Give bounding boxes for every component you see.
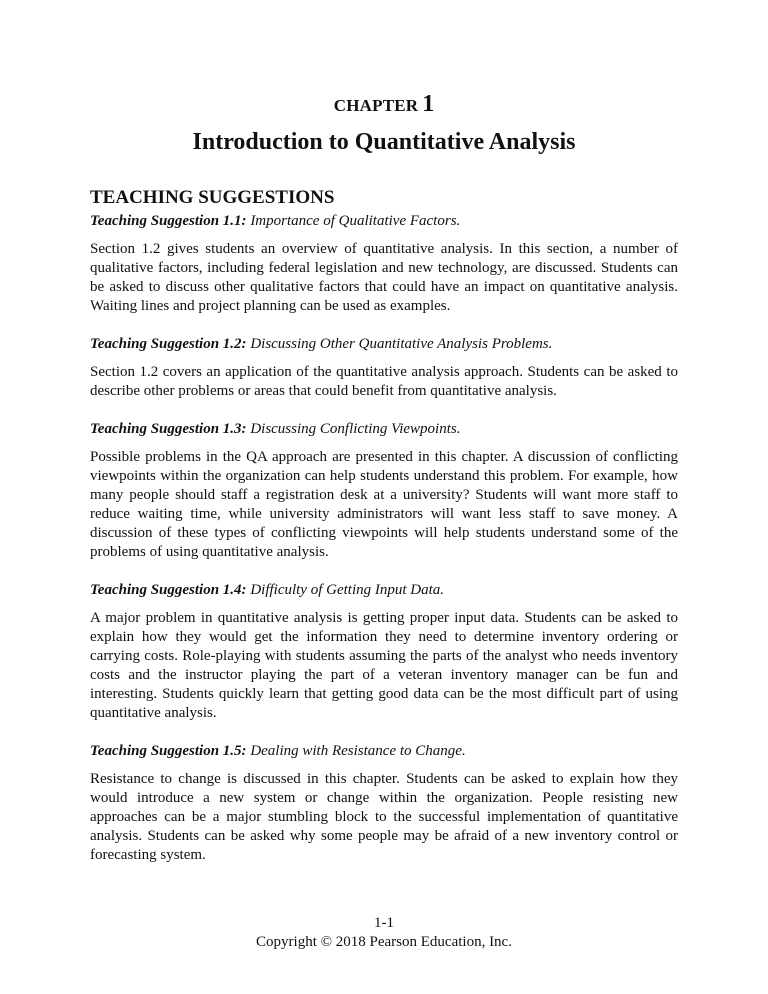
suggestion-label: Teaching Suggestion 1.4: — [90, 582, 247, 598]
suggestion-heading — [90, 581, 678, 600]
chapter-number: 1 — [422, 91, 435, 117]
chapter-title: Introduction to Quantitative Analysis — [192, 129, 576, 155]
teaching-suggestions-list — [90, 212, 678, 884]
chapter-label — [0, 92, 768, 116]
section-heading: TEACHING SUGGESTIONS — [90, 187, 335, 208]
teaching-suggestion — [90, 581, 678, 723]
suggestion-heading — [90, 742, 678, 761]
suggestion-body: Section 1.2 gives students an overview of quantitative analysis. In this section, a number of qualitative factors, including federal legislation and new technology, are discussed. Students can be asked to discuss other qualitative factors that could have an impact on quantitative analysis. Waiting lines and project planning can be used as examples. — [90, 241, 678, 314]
chapter-word: CHAPTER — [333, 96, 419, 115]
suggestion-heading — [90, 212, 678, 231]
suggestion-label: Teaching Suggestion 1.3: — [90, 421, 247, 437]
teaching-suggestion — [90, 212, 678, 316]
suggestion-topic: Importance of Qualitative Factors. — [250, 213, 461, 229]
suggestion-topic: Difficulty of Getting Input Data. — [250, 582, 445, 598]
suggestion-body: Possible problems in the QA approach are presented in this chapter. A discussion of conflicting viewpoints within the organization can help students understand this problem. For example, how many people should staff a registration desk at a university? Students will want more staff to reduce waiting time, while university administrators will want less staff to save money. A discussion of these types of conflicting viewpoints will help students understand some of the problems of using quantitative analysis. — [90, 449, 678, 560]
suggestion-label: Teaching Suggestion 1.2: — [90, 336, 247, 352]
suggestion-heading — [90, 420, 678, 439]
teaching-suggestion — [90, 742, 678, 865]
page-footer — [0, 914, 768, 952]
suggestion-label: Teaching Suggestion 1.5: — [90, 743, 247, 759]
suggestion-heading — [90, 335, 678, 354]
suggestion-label: Teaching Suggestion 1.1: — [90, 213, 247, 229]
teaching-suggestion — [90, 335, 678, 401]
suggestion-topic: Dealing with Resistance to Change. — [250, 743, 466, 759]
copyright-notice: Copyright © 2018 Pearson Education, Inc. — [256, 934, 512, 950]
suggestion-topic: Discussing Conflicting Viewpoints. — [250, 421, 461, 437]
page-number: 1-1 — [374, 915, 394, 931]
suggestion-body: A major problem in quantitative analysis is getting proper input data. Students can be asked to explain how they would get the information they need to determine inventory ordering or carrying costs. Role-playing with students assuming the parts of the analyst who needs inventory costs and the instructor playing the part of a veteran inventory manager can be fun and interesting. Students quickly learn that getting good data can be the most difficult part of using quantitative analysis. — [90, 610, 678, 721]
suggestion-topic: Discussing Other Quantitative Analysis Problems. — [250, 336, 553, 352]
suggestion-body: Section 1.2 covers an application of the quantitative analysis approach. Students can be asked to describe other problems or areas that could benefit from quantitative analysis. — [90, 364, 678, 399]
teaching-suggestion — [90, 420, 678, 562]
suggestion-body: Resistance to change is discussed in this chapter. Students can be asked to explain how they would introduce a new system or change within the organization. People resisting new approaches can be a major stumbling block to the successful implementation of quantitative analysis. Students can be asked why some people may be afraid of a new inventory control or forecasting system. — [90, 771, 678, 863]
